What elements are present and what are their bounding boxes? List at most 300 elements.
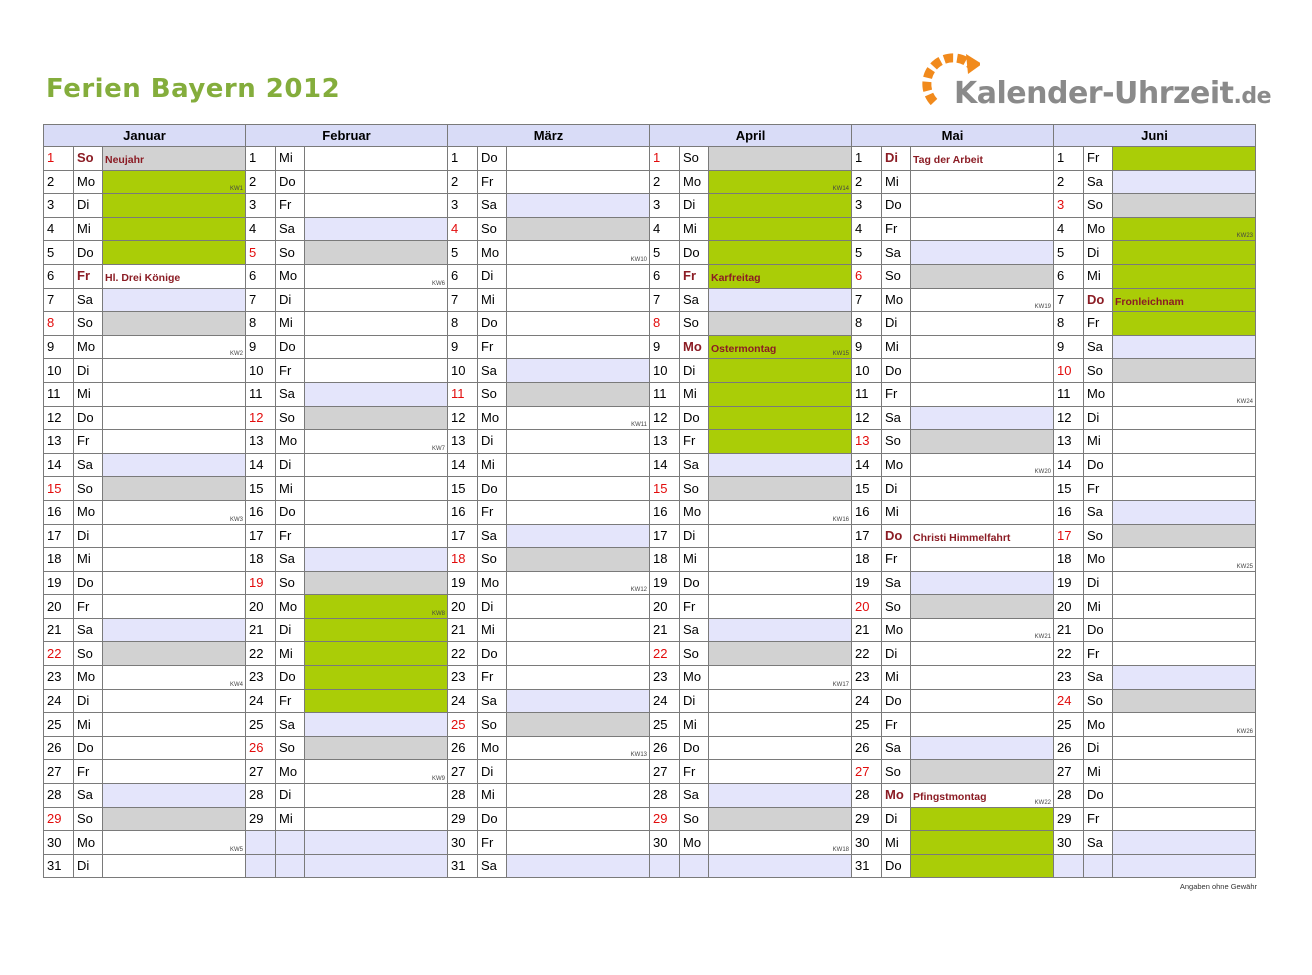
weekday: Sa [1084,831,1113,855]
day-info-cell[interactable] [507,548,650,572]
day-info-cell[interactable] [709,854,852,878]
day-number: 30 [44,831,74,855]
weekday: Do [1084,618,1113,642]
day-info-cell[interactable] [305,335,448,359]
day-info-cell[interactable] [1113,194,1256,218]
day-info-cell[interactable] [1113,784,1256,808]
day-info-cell[interactable] [709,666,852,690]
day-number: 13 [852,430,882,454]
day-info-cell[interactable] [911,689,1054,713]
day-info-cell[interactable] [103,713,246,737]
day-info-cell[interactable] [1113,359,1256,383]
day-number [1054,854,1084,878]
day-info-cell[interactable] [911,595,1054,619]
day-info-cell[interactable] [103,807,246,831]
day-info-cell[interactable] [507,500,650,524]
day-info-cell[interactable] [103,359,246,383]
day-number: 2 [246,170,276,194]
calendar-row [44,524,1256,548]
day-info-cell[interactable] [1113,831,1256,855]
day-info-cell[interactable] [1113,312,1256,336]
day-number: 11 [852,382,882,406]
day-info-cell[interactable] [507,854,650,878]
day-info-cell[interactable] [709,713,852,737]
day-info-cell[interactable] [1113,736,1256,760]
day-info-cell[interactable] [709,689,852,713]
day-info-cell[interactable] [103,736,246,760]
day-info-cell[interactable] [507,453,650,477]
day-info-cell[interactable] [507,312,650,336]
weekday: Mo [680,335,709,359]
day-info-cell[interactable] [709,807,852,831]
day-number: 22 [246,642,276,666]
day-info-cell[interactable] [305,288,448,312]
day-info-cell[interactable] [1113,406,1256,430]
day-info-cell[interactable] [507,335,650,359]
weekday: So [1084,689,1113,713]
day-info-cell[interactable] [911,170,1054,194]
day-number: 14 [650,453,680,477]
weekday: Mi [478,618,507,642]
day-number: 7 [650,288,680,312]
day-info-cell[interactable] [305,477,448,501]
weekday: Do [680,736,709,760]
day-info-cell[interactable] [911,264,1054,288]
day-info-cell[interactable] [1113,571,1256,595]
day-info-cell[interactable] [911,406,1054,430]
weekday: So [478,548,507,572]
day-info-cell[interactable] [507,666,650,690]
weekday: Mo [882,784,911,808]
day-info-cell[interactable] [103,500,246,524]
weekday: Do [1084,784,1113,808]
day-info-cell[interactable] [911,524,1054,548]
day-info-cell[interactable] [911,453,1054,477]
weekday: Sa [680,453,709,477]
day-number [650,854,680,878]
day-number: 4 [650,217,680,241]
day-info-cell[interactable] [507,571,650,595]
weekday: Do [680,571,709,595]
day-info-cell[interactable] [305,217,448,241]
day-number: 10 [1054,359,1084,383]
day-info-cell[interactable] [507,170,650,194]
day-info-cell[interactable] [709,147,852,171]
day-number: 26 [44,736,74,760]
day-info-cell[interactable] [709,335,852,359]
day-info-cell[interactable] [103,642,246,666]
calendar-week-label: KW8 [431,610,445,617]
day-info-cell[interactable] [103,524,246,548]
day-info-cell[interactable] [709,288,852,312]
day-info-cell[interactable] [1113,713,1256,737]
day-info-cell[interactable] [507,595,650,619]
weekday: Di [276,453,305,477]
weekday: So [680,312,709,336]
day-info-cell[interactable] [1113,241,1256,265]
day-info-cell[interactable] [507,264,650,288]
weekday: Mi [74,217,103,241]
day-info-cell[interactable] [709,642,852,666]
day-number: 22 [650,642,680,666]
day-info-cell[interactable] [103,689,246,713]
day-info-cell[interactable] [305,312,448,336]
day-info-cell[interactable] [911,430,1054,454]
day-info-cell[interactable] [911,642,1054,666]
day-info-cell[interactable] [1113,217,1256,241]
weekday: Fr [74,264,103,288]
weekday: Mo [276,430,305,454]
day-info-cell[interactable] [709,831,852,855]
day-info-cell[interactable] [911,477,1054,501]
day-info-cell[interactable] [1113,760,1256,784]
day-info-cell[interactable] [305,689,448,713]
day-info-cell[interactable] [709,453,852,477]
day-info-cell[interactable] [1113,642,1256,666]
calendar-week-label: KW12 [630,587,647,594]
day-info-cell[interactable] [103,548,246,572]
day-info-cell[interactable] [103,382,246,406]
day-info-cell[interactable] [103,784,246,808]
day-number: 17 [44,524,74,548]
day-info-cell[interactable] [911,288,1054,312]
day-info-cell[interactable] [911,736,1054,760]
day-info-cell[interactable] [507,359,650,383]
day-info-cell[interactable] [507,382,650,406]
calendar-week-label: KW11 [631,422,647,429]
weekday: Do [1084,288,1113,312]
weekday: Mi [74,548,103,572]
day-number: 11 [44,382,74,406]
day-info-cell[interactable] [103,854,246,878]
day-number: 6 [650,264,680,288]
day-info-cell[interactable] [507,194,650,218]
day-info-cell[interactable] [305,807,448,831]
weekday: Mi [680,548,709,572]
day-info-cell[interactable] [1113,335,1256,359]
calendar-row [44,854,1256,878]
day-number: 23 [650,666,680,690]
day-info-cell[interactable] [507,642,650,666]
day-info-cell[interactable] [911,194,1054,218]
day-info-cell[interactable] [305,264,448,288]
day-info-cell[interactable] [709,595,852,619]
day-info-cell[interactable] [1113,807,1256,831]
day-info-cell[interactable] [103,760,246,784]
weekday: So [478,382,507,406]
day-info-cell[interactable] [507,760,650,784]
weekday: Mi [680,217,709,241]
day-info-cell[interactable] [305,666,448,690]
day-info-cell[interactable] [507,807,650,831]
day-info-cell[interactable] [1113,477,1256,501]
day-info-cell[interactable] [911,854,1054,878]
day-number: 3 [448,194,478,218]
day-info-cell[interactable] [1113,382,1256,406]
day-info-cell[interactable] [103,595,246,619]
day-info-cell[interactable] [305,548,448,572]
day-info-cell[interactable] [507,430,650,454]
calendar-row [44,736,1256,760]
weekday: Fr [74,760,103,784]
day-info-cell[interactable] [1113,453,1256,477]
day-info-cell[interactable] [305,524,448,548]
day-info-cell[interactable] [305,430,448,454]
day-number: 8 [650,312,680,336]
day-info-cell[interactable] [1113,618,1256,642]
day-info-cell[interactable] [305,784,448,808]
day-info-cell[interactable] [103,147,246,171]
day-info-cell[interactable] [911,312,1054,336]
calendar-row [44,312,1256,336]
day-number: 10 [246,359,276,383]
day-info-cell[interactable] [709,241,852,265]
day-info-cell[interactable] [911,147,1054,171]
calendar-row [44,264,1256,288]
day-info-cell[interactable] [305,453,448,477]
weekday: Fr [680,595,709,619]
day-info-cell[interactable] [305,406,448,430]
day-info-cell[interactable] [305,147,448,171]
day-info-cell[interactable] [1113,170,1256,194]
day-info-cell[interactable] [709,359,852,383]
day-info-cell[interactable] [709,571,852,595]
day-info-cell[interactable] [305,382,448,406]
weekday: Fr [478,500,507,524]
day-info-cell[interactable] [305,241,448,265]
day-info-cell[interactable] [103,170,246,194]
day-number: 18 [852,548,882,572]
day-info-cell[interactable] [911,807,1054,831]
day-info-cell[interactable] [1113,500,1256,524]
weekday: Di [74,194,103,218]
weekday: Di [1084,241,1113,265]
weekday: Mo [1084,713,1113,737]
day-info-cell[interactable] [1113,666,1256,690]
day-number: 25 [852,713,882,737]
day-number: 23 [852,666,882,690]
weekday: So [882,595,911,619]
weekday: So [478,217,507,241]
day-info-cell[interactable] [507,477,650,501]
weekday: Do [882,194,911,218]
weekday: So [276,571,305,595]
day-info-cell[interactable] [911,335,1054,359]
day-info-cell[interactable] [911,618,1054,642]
day-info-cell[interactable] [507,406,650,430]
day-info-cell[interactable] [709,264,852,288]
day-number: 24 [852,689,882,713]
day-info-cell[interactable] [305,170,448,194]
day-info-cell[interactable] [911,666,1054,690]
calendar-row [44,689,1256,713]
day-info-cell[interactable] [103,666,246,690]
day-info-cell[interactable] [1113,689,1256,713]
day-number: 14 [852,453,882,477]
day-info-cell[interactable] [103,406,246,430]
day-info-cell[interactable] [103,217,246,241]
month-header: Mai [852,125,1054,147]
day-info-cell[interactable] [1113,264,1256,288]
day-info-cell[interactable] [305,618,448,642]
day-info-cell[interactable] [305,595,448,619]
day-number: 9 [1054,335,1084,359]
day-number: 16 [852,500,882,524]
calendar-week-label: KW14 [832,186,849,193]
day-number: 12 [44,406,74,430]
day-info-cell[interactable] [103,430,246,454]
day-info-cell[interactable] [305,760,448,784]
weekday: Di [276,784,305,808]
day-info-cell[interactable] [911,359,1054,383]
calendar-row [44,359,1256,383]
day-info-cell[interactable] [911,831,1054,855]
day-info-cell[interactable] [709,618,852,642]
day-info-cell[interactable] [507,736,650,760]
day-info-cell[interactable] [709,217,852,241]
day-info-cell[interactable] [709,736,852,760]
day-number: 24 [44,689,74,713]
day-number [246,854,276,878]
day-info-cell[interactable] [911,784,1054,808]
weekday: Di [1084,736,1113,760]
weekday: Do [276,500,305,524]
day-number: 6 [1054,264,1084,288]
weekday: Mo [680,170,709,194]
kalender-uhrzeit-logo[interactable] [920,40,1272,112]
day-info-cell[interactable] [507,524,650,548]
weekday: Fr [1084,642,1113,666]
day-info-cell[interactable] [709,784,852,808]
day-info-cell[interactable] [103,288,246,312]
day-number: 15 [1054,477,1084,501]
day-info-cell[interactable] [507,217,650,241]
weekday: Mo [74,170,103,194]
calendar-row [44,500,1256,524]
day-info-cell[interactable] [305,854,448,878]
day-info-cell[interactable] [1113,147,1256,171]
weekday: Mo [882,288,911,312]
day-info-cell[interactable] [507,241,650,265]
day-info-cell[interactable] [305,571,448,595]
day-info-cell[interactable] [709,406,852,430]
day-info-cell[interactable] [103,312,246,336]
day-info-cell[interactable] [1113,430,1256,454]
day-info-cell[interactable] [709,477,852,501]
day-number: 2 [448,170,478,194]
day-info-cell[interactable] [1113,595,1256,619]
day-info-cell[interactable] [103,618,246,642]
day-number: 26 [852,736,882,760]
day-info-cell[interactable] [103,335,246,359]
day-info-cell[interactable] [1113,548,1256,572]
day-number: 4 [852,217,882,241]
day-info-cell[interactable] [911,713,1054,737]
day-info-cell[interactable] [103,453,246,477]
day-number: 21 [650,618,680,642]
day-info-cell[interactable] [709,548,852,572]
day-info-cell[interactable] [911,571,1054,595]
weekday [1084,854,1113,878]
weekday: Mo [1084,382,1113,406]
day-number: 7 [246,288,276,312]
weekday: Fr [680,430,709,454]
day-info-cell[interactable] [507,689,650,713]
day-info-cell[interactable] [911,217,1054,241]
day-info-cell[interactable] [305,500,448,524]
day-info-cell[interactable] [507,784,650,808]
day-info-cell[interactable] [911,548,1054,572]
day-number: 19 [246,571,276,595]
day-info-cell[interactable] [1113,524,1256,548]
weekday: Di [882,642,911,666]
day-number: 15 [852,477,882,501]
calendar-week-label: KW3 [229,516,243,523]
day-info-cell[interactable] [709,194,852,218]
day-info-cell[interactable] [1113,854,1256,878]
day-number: 7 [1054,288,1084,312]
day-info-cell[interactable] [709,382,852,406]
weekday: Fr [74,595,103,619]
day-info-cell[interactable] [507,831,650,855]
day-number: 24 [448,689,478,713]
day-info-cell[interactable] [103,241,246,265]
day-info-cell[interactable] [103,477,246,501]
weekday: Mi [882,335,911,359]
day-number: 12 [246,406,276,430]
day-info-cell[interactable] [103,264,246,288]
day-info-cell[interactable] [911,500,1054,524]
day-info-cell[interactable] [507,288,650,312]
day-info-cell[interactable] [507,618,650,642]
day-number: 8 [852,312,882,336]
weekday: Fr [1084,807,1113,831]
day-info-cell[interactable] [911,760,1054,784]
day-info-cell[interactable] [911,241,1054,265]
day-info-cell[interactable] [507,147,650,171]
calendar-row [44,760,1256,784]
day-info-cell[interactable] [709,430,852,454]
day-number: 11 [246,382,276,406]
day-info-cell[interactable] [103,831,246,855]
day-info-cell[interactable] [709,524,852,548]
calendar-week-label: KW19 [1034,304,1051,311]
day-info-cell[interactable] [305,713,448,737]
day-number: 12 [1054,406,1084,430]
day-info-cell[interactable] [709,312,852,336]
day-number: 18 [650,548,680,572]
day-info-cell[interactable] [709,760,852,784]
weekday: Mi [276,642,305,666]
day-info-cell[interactable] [911,382,1054,406]
day-info-cell[interactable] [1113,288,1256,312]
weekday: Mi [1084,264,1113,288]
day-info-cell[interactable] [507,713,650,737]
day-info-cell[interactable] [103,571,246,595]
day-info-cell[interactable] [305,831,448,855]
day-info-cell[interactable] [305,642,448,666]
day-info-cell[interactable] [709,500,852,524]
day-number: 8 [246,312,276,336]
day-info-cell[interactable] [103,194,246,218]
weekday: Fr [1084,312,1113,336]
day-info-cell[interactable] [305,736,448,760]
day-info-cell[interactable] [305,359,448,383]
day-info-cell[interactable] [709,170,852,194]
calendar-row [44,784,1256,808]
day-info-cell[interactable] [305,194,448,218]
day-number: 4 [1054,217,1084,241]
